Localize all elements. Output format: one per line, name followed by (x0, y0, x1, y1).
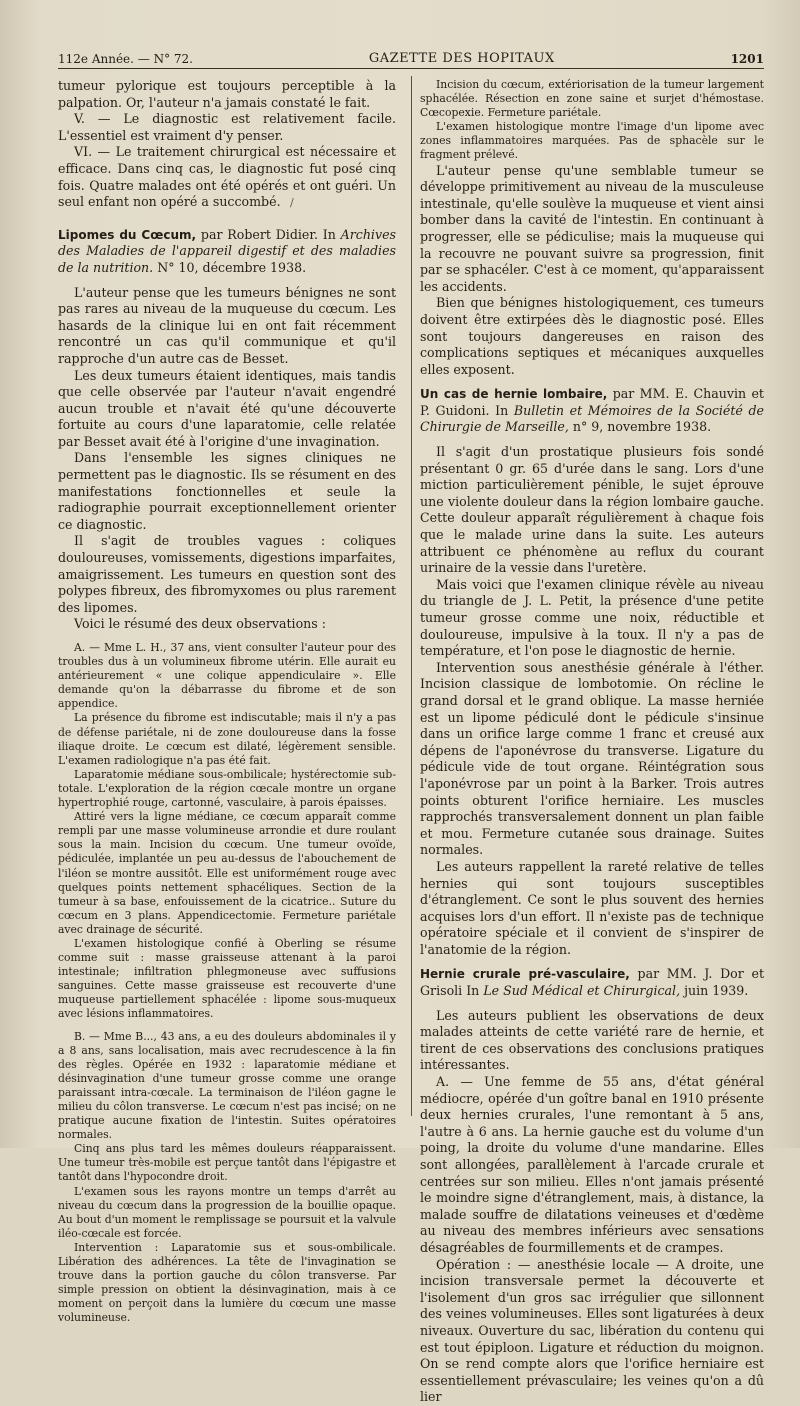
paragraph: V. — Le diagnostic est relativement facile. L'essentiel est vraiment d'y penser. (58, 111, 396, 143)
paragraph: Opération : — anesthésie locale — A droite, une incision transversale permet la découverte et l'isolement d'un gros sac irrégulier que sillonnent des veines volumineuses. Elles sont ligaturées à deux niveaux. Ouverture du sac, libération du contenu qui est tout épiploon. Ligature et réduction du moignon. On se rend compte alors que l'orifice herniaire est essentiellement prévasculaire; les veines qu'on a dû lier (420, 1256, 764, 1405)
paragraph: L'examen histologique montre l'image d'un lipome avec zones inflammatoires marquées. Pas de sphacèle sur le fragment prélevé. (420, 120, 764, 162)
article-title: Lipomes du Cœcum, (58, 227, 197, 242)
journal-title: GAZETTE DES HOPITAUX (368, 51, 555, 66)
paragraph: Il s'agit d'un prostatique plusieurs fois sondé présentant 0 gr. 65 d'urée dans le sang. Lors d'une miction particulièrement pénible, le sujet éprouve une violente douleur dans la région lombaire gauche. Cette douleur apparaît régulièrement à chaque fois que le malade urine dans la suite. Les auteurs attribuent ce phénomène au reflux du courant urinaire de la vessie dans l'uretère. (420, 444, 764, 576)
paragraph: A. — Une femme de 55 ans, d'état général médiocre, opérée d'un goître banal en 1910 présente deux hernies crurales, l'une remontant à 5 ans, l'autre à 6 ans. La hernie gauche est du volume d'un poing, la droite du volume d'une mandarine. Elles sont allongées, parallèlement à l'arcade crurale et centrées sur son milieu. Elles n'ont jamais présenté le moindre signe d'étranglement, mais, à distance, la malade souffre de dilatations veineuses et d'œdème au niveau des membres inférieurs avec sensations désagréables de fourmillements et de crampes. (420, 1074, 764, 1255)
case-summary-end (420, 78, 764, 163)
article-heading (420, 386, 764, 436)
left-column (58, 78, 396, 1326)
paragraph: Intervention sous anesthésie générale à l'éther. Incision classique de lombotomie. On récline le grand dorsal et le grand oblique. La masse herniée est un lipome pédiculé dont le pédicule s'insinue dans un orifice large comme 1 franc et creusé aux dépens de l'aponévrose du transverse. Ligature du pédicule vide de tout organe. Réintégration sous l'aponévrose par un point à la Barker. Trois autres points obturent l'orifice herniaire. Les muscles rapprochés transversalement donnent un plan faible et mou. Fermeture cutanée sous drainage. Suites normales. (420, 659, 764, 858)
paragraph: Les deux tumeurs étaient identiques, mais tandis que celle observée par l'auteur n'avait engendré aucun trouble et n'avait été qu'une découverte fortuite au cours d'une laparatomie, celle relatée par Besset avait été à l'origine d'une invagination. (58, 367, 396, 449)
article-heading (420, 966, 764, 999)
running-header (58, 44, 764, 66)
paragraph: L'examen sous les rayons montre un temps d'arrêt au niveau du cœcum dans la progression de la bouillie opaque. Au bout d'un moment le remplissage se poursuit et la valvule iléo-cœcale est forcée. (58, 1184, 396, 1240)
paragraph: L'auteur pense que les tumeurs bénignes ne sont pas rares au niveau de la muqueuse du cœcum. Les hasards de la clinique lui en ont fait récemment rencontré un cas qu'il communique et qu'il rapproche d'un autre cas de Besset. (58, 284, 396, 366)
paragraph: Bien que bénignes histologiquement, ces tumeurs doivent être extirpées dès le diagnostic posé. Elles sont toujours dangereuses en raison des complications septiques et mécaniques auxquelles elles exposent. (420, 295, 764, 377)
paragraph: Dans l'ensemble les signes cliniques ne permettent pas le diagnostic. Ils se résument en des manifestations fonctionnelles et seule la radiographie pourrait exceptionnellement orienter ce diagnostic. (58, 450, 396, 532)
page-number: 1201 (730, 52, 764, 66)
article-authors: par Robert Didier. In (196, 226, 341, 242)
paragraph: L'auteur pense qu'une semblable tumeur se développe primitivement au niveau de la musculeuse intestinale, qu'elle soulève la muqueuse et vient ainsi bomber dans la cavité de l'intestin. En continuant à progresser, elle se pédiculise; mais la muqueuse qui la recouvre ne pouvant suivre sa progression, finit par se sphacéler. C'est à ce moment, qu'apparaissent les accidents. (420, 162, 764, 294)
journal-name: Archives des Maladies de l'appareil digestif et des maladies de la nutrition. (58, 226, 396, 275)
paragraph: Mais voici que l'examen clinique révèle au niveau du triangle de J. L. Petit, la présence d'une petite tumeur grosse comme une noix, réductible et douloureuse, impulsive à la toux. Il n'y a pas de température, et l'on pose le diagnostic de hernie. (420, 576, 764, 659)
paragraph: Cinq ans plus tard les mêmes douleurs réapparaissent. Une tumeur très-mobile est perçue tantôt dans l'épigastre et tantôt dans l'hypocondre droit. (58, 1142, 396, 1184)
article-authors: par MM. J. Dor et Grisoli In (420, 966, 764, 999)
paragraph: Intervention : Laparatomie sus et sous-ombilicale. Libération des adhérences. La tête de l'invagination se trouve dans la portion gauche du côlon transverse. Par simple pression on obtient la désinvagination, mais à ce moment on perçoit dans la lumière du cœcum une masse volumineuse. (58, 1240, 396, 1325)
case-summaries (58, 641, 396, 1326)
journal-name: Le Sud Médical et Chirurgical, (483, 983, 681, 999)
article-title: Hernie crurale pré-vasculaire, (420, 967, 630, 982)
paragraph: L'examen histologique confié à Oberling se résume comme suit : masse graisseuse attenant à la paroi intestinale; infiltration phlegmoneuse avec suffusions sanguines. Cette masse graisseuse est recouverte d'une muqueuse partiellement sphacélée : lipome sous-muqueux avec lésions inflammatoires. (58, 936, 396, 1021)
issue-reference: juin 1939. (680, 983, 749, 999)
paragraph: Incision du cœcum, extériorisation de la tumeur largement sphacélée. Résection en zone saine et surjet d'hémostase. Cœcopexie. Fermeture pariétale. (420, 78, 764, 120)
issue-reference: n° 9, novembre 1938. (568, 419, 712, 435)
column-divider (411, 76, 412, 1116)
paragraph: Laparatomie médiane sous-ombilicale; hystérectomie sub-totale. L'exploration de la région cœcale montre un organe hypertrophié rouge, cartonné, vasculaire, à parois épaisses. (58, 767, 396, 810)
paragraph: Les auteurs publient les observations de deux malades atteints de cette variété rare de hernie, et tirent de ces observations des conclusions pratiques intéressantes. (420, 1007, 764, 1073)
paragraph: Voici le résumé des deux observations : (74, 616, 326, 632)
right-column (420, 78, 764, 1406)
journal-name: Bulletin et Mémoires de la Société de Chirurgie de Marseille, (420, 402, 764, 435)
issue-label: 112e Année. — N° 72. (58, 52, 193, 66)
article-heading (58, 227, 396, 277)
issue-reference: N° 10, décembre 1938. (153, 259, 307, 275)
paragraph: VI. — Le traitement chirurgical est nécessaire et efficace. Dans cinq cas, le diagnostic fut posé cinq fois. Quatre malades ont été opérés et ont guéri. Un seul enfant non opéré a succombé. (58, 144, 396, 210)
pencil-mark: / (290, 196, 294, 209)
article-title: Un cas de hernie lombaire, (420, 387, 608, 402)
paragraph: La présence du fibrome est indiscutable; mais il n'y a pas de défense pariétale, ni de zone douloureuse dans la fosse iliaque droite. Le cœcum est dilaté, légèrement sensible. L'examen radiologique n'a pas été fait. (58, 711, 396, 767)
paragraph: tumeur pylorique est toujours perceptible à la palpation. Or, l'auteur n'a jamais constaté le fait. (58, 78, 396, 110)
header-rule (58, 68, 764, 69)
article-authors: par MM. E. Chauvin et P. Guidoni. In (420, 386, 764, 418)
paragraph: Les auteurs rappellent la rareté relative de telles hernies qui sont toujours susceptibles d'étranglement. Ce sont le plus souvent des hernies acquises lors d'un effort. Il n'existe pas de technique opératoire spéciale et il convient de s'inspirer de l'anatomie de la région. (420, 858, 764, 957)
paragraph: A. — Mme L. H., 37 ans, vient consulter l'auteur pour des troubles dus à un volumineux fibrome utérin. Elle aurait eu antérieurement « une colique appendiculaire ». Elle demande qu'on la débarrasse du fibrome et de son appendice. (58, 641, 396, 711)
paragraph: Il s'agit de troubles vagues : coliques douloureuses, vomissements, digestions imparfaites, amaigrissement. Les tumeurs en question sont des polypes fibreux, des fibromyxomes ou plus rarement des lipomes. (58, 533, 396, 615)
paragraph: B. — Mme B..., 43 ans, a eu des douleurs abdominales il y a 8 ans, sans localisation, mais avec recrudescence à la fin des règles. Opérée en 1932 : laparatomie médiane et désinvagination d'une tumeur grosse comme une orange paraissant intra-cœcale. La terminaison de l'iléon gagne le milieu du côlon transverse. Le cœcum n'est pas incisé; on ne pratique aucune fixation de l'intestin. Suites opératoires normales. (58, 1029, 396, 1142)
paragraph: Attiré vers la ligne médiane, ce cœcum apparaît comme rempli par une masse volumineuse arrondie et dure roulant sous la main. Incision du cœcum. Une tumeur ovoïde, pédiculée, implantée un peu au-dessus de l'abouchement de l'iléon se montre aussitôt. Elle est uniformément rouge avec quelques points nettement sphacéliques. Section de la tumeur à sa base, enfouissement de la cicatrice.. Suture du cœcum en 3 plans. Appendicectomie. Fermeture pariétale avec drainage de sécurité. (58, 810, 396, 936)
